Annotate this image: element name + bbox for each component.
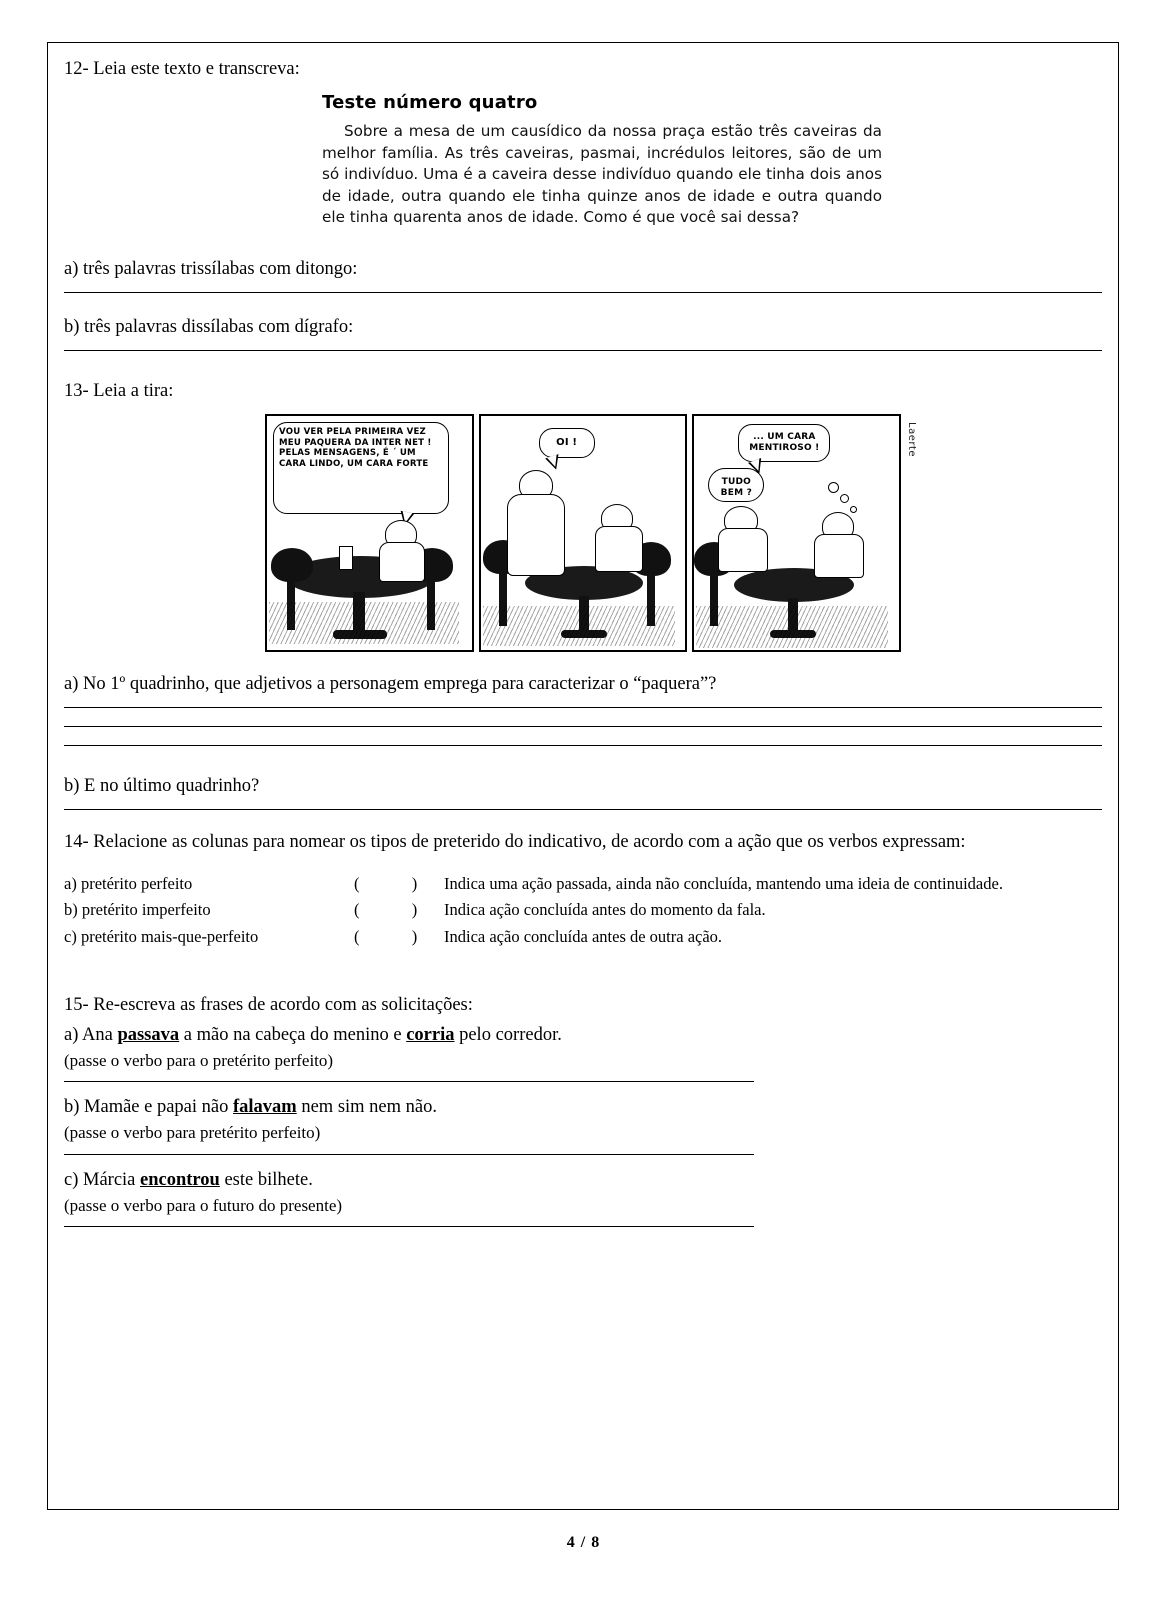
paren-open-a: ( xyxy=(354,873,360,893)
comic-panel-1 xyxy=(265,414,474,652)
question-15c-sentence xyxy=(64,1167,1102,1194)
comic-signature: Laerte xyxy=(906,421,917,457)
worksheet-page xyxy=(47,42,1119,1510)
question-13b-label: b) E no último quadrinho? xyxy=(64,775,260,796)
q15b-post: nem sim nem não. xyxy=(296,1097,437,1118)
reading-text-box xyxy=(64,92,1102,229)
thought-dot-large-3 xyxy=(828,482,839,493)
matching-right-b: Indica ação concluída antes do momento da fala. xyxy=(444,900,766,920)
character-body-standing-2 xyxy=(507,494,565,576)
q15b-pre: b) Mamãe e papai não xyxy=(64,1097,233,1118)
paren-close-b: ) xyxy=(411,900,418,920)
question-15a-instruction: (passe o verbo para o pretérito perfeito) xyxy=(64,1050,334,1070)
panel-hatching-3 xyxy=(696,606,888,648)
question-15c-instruction: (passe o verbo para o futuro do presente) xyxy=(64,1195,343,1215)
question-15-prompt: 15- Re-escreva as frases de acordo com as solicitações: xyxy=(64,994,473,1015)
panel-hatching-1 xyxy=(269,602,459,644)
speech-bubble-panel-3: ... UM CARA MENTIROSO ! xyxy=(738,424,830,462)
q15c-pre: c) Márcia xyxy=(64,1169,141,1190)
matching-row xyxy=(64,897,1102,924)
reading-text-title: Teste número quatro xyxy=(322,91,538,113)
character-body-1 xyxy=(379,542,425,582)
thought-dot-medium-3 xyxy=(840,494,849,503)
matching-columns xyxy=(64,871,1102,951)
question-15b-sentence xyxy=(64,1094,1102,1121)
matching-answer-slot-b[interactable] xyxy=(354,897,444,924)
q15a-post: pelo corredor. xyxy=(454,1024,562,1045)
question-12b-label: b) três palavras dissílabas com dígrafo: xyxy=(64,316,354,337)
q15a-pre: a) Ana xyxy=(64,1024,118,1045)
matching-answer-slot-a[interactable] xyxy=(354,871,444,898)
answer-line-15c[interactable] xyxy=(64,1226,754,1227)
question-12a-label: a) três palavras trissílabas com ditongo: xyxy=(64,258,358,279)
comic-panel-3 xyxy=(692,414,901,652)
q15c-verb-1: encontrou xyxy=(140,1169,220,1190)
matching-right-c: Indica ação concluída antes de outra ação. xyxy=(444,927,723,947)
chair-left-1 xyxy=(271,548,313,582)
q15c-post: este bilhete. xyxy=(219,1169,313,1190)
paren-open-b: ( xyxy=(354,900,360,920)
matching-left-a: a) pretérito perfeito xyxy=(64,873,193,893)
paren-open-c: ( xyxy=(354,927,360,947)
question-14-prompt: 14- Relacione as colunas para nomear os tipos de preterido do indicativo, de acordo com a ação que os verbos expressam: xyxy=(64,831,966,852)
character-body-seated-2 xyxy=(595,526,643,572)
speech-bubble-panel-2: OI ! xyxy=(539,428,595,458)
question-12-prompt: 12- Leia este texto e transcreva: xyxy=(64,59,300,79)
comic-panel-2 xyxy=(479,414,688,652)
question-15a-sentence xyxy=(64,1022,1102,1049)
question-13-prompt: 13- Leia a tira: xyxy=(64,380,174,401)
paren-close-a: ) xyxy=(411,873,418,893)
matching-left-c: c) pretérito mais-que-perfeito xyxy=(64,927,259,947)
glass-shape-1 xyxy=(339,546,353,570)
character-body-left-3 xyxy=(718,528,768,572)
q15a-verb-2: corria xyxy=(406,1024,455,1045)
thought-dot-small-3 xyxy=(850,506,857,513)
paren-close-c: ) xyxy=(411,927,418,947)
thought-bubble-panel-3: TUDO BEM ? xyxy=(708,468,764,502)
q15b-verb-1: falavam xyxy=(233,1097,297,1118)
matching-row xyxy=(64,924,1102,951)
matching-right-a: Indica uma ação passada, ainda não concluída, mantendo uma ideia de continuidade. xyxy=(444,873,1003,893)
reading-text-body: Sobre a mesa de um causídico da nossa praça estão três caveiras da melhor família. As três caveiras, pasmai, incrédulos leitores, são de um só indivíduo. Uma é a caveira desse indivíduo quando ele tinha dois anos de idade, outra quando ele tinha quinze anos de idade e outra quando ele tinha quarenta anos de idade. Como é que você sai dessa? xyxy=(322,121,882,227)
comic-strip xyxy=(64,414,1102,652)
matching-left-b: b) pretérito imperfeito xyxy=(64,900,211,920)
matching-answer-slot-c[interactable] xyxy=(354,924,444,951)
q15a-verb-1: passava xyxy=(117,1024,180,1045)
character-body-right-3 xyxy=(814,534,864,578)
question-13a-label: a) No 1º quadrinho, que adjetivos a personagem emprega para caracterizar o “paquera”? xyxy=(64,673,717,694)
speech-bubble-panel-1: VOU VER PELA PRIMEIRA VEZ MEU PAQUERA DA INTER NET ! PELAS MENSAGENS, É ´ UM CARA LINDO, UM CARA FORTE xyxy=(273,422,449,514)
matching-row xyxy=(64,871,1102,898)
question-15b-instruction: (passe o verbo para pretérito perfeito) xyxy=(64,1123,321,1143)
page-footer: 4 / 8 xyxy=(566,1534,601,1551)
panel-hatching-2 xyxy=(483,606,675,646)
q15a-mid: a mão na cabeça do menino e xyxy=(179,1024,407,1045)
